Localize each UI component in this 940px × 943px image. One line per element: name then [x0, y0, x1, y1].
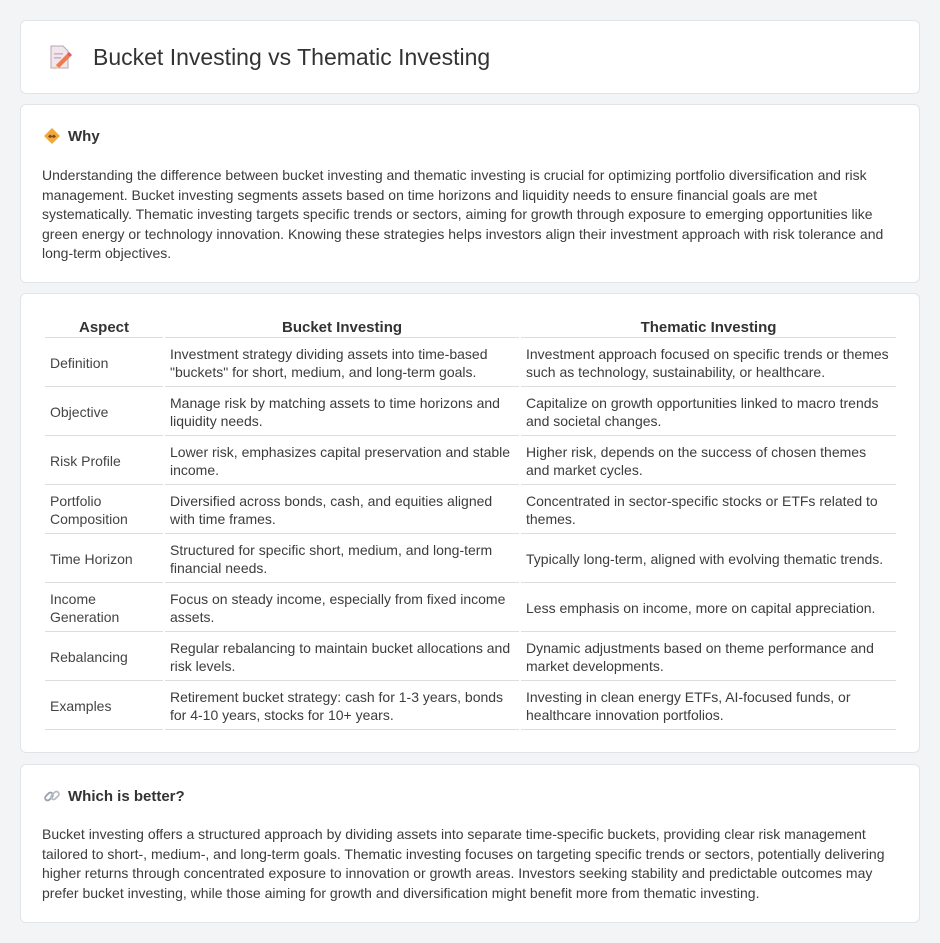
bucket-cell: Regular rebalancing to maintain bucket allocations and risk levels. — [165, 634, 519, 681]
thematic-cell: Concentrated in sector-specific stocks or ETFs related to themes. — [521, 487, 896, 534]
bucket-cell: Focus on steady income, especially from fixed income assets. — [165, 585, 519, 632]
aspect-cell: Time Horizon — [45, 536, 163, 583]
column-header-bucket: Bucket Investing — [165, 318, 519, 338]
aspect-cell: Objective — [45, 389, 163, 436]
which-is-better-section — [20, 764, 920, 923]
table-row — [45, 683, 896, 730]
better-title: Which is better? — [68, 787, 185, 805]
aspect-cell: Definition — [45, 340, 163, 387]
table-row — [45, 487, 896, 534]
table-header-row — [45, 318, 896, 338]
why-text: Understanding the difference between bucket investing and thematic investing is crucial for optimizing portfolio diversification and risk management. Bucket investing segments assets based on time horizons and liquidity needs to ensure financial goals are met systematically. Thematic investing targets specific trends or sectors, aiming for growth through exposure to emerging opportunities like green energy or technology innovation. Knowing these strategies helps investors align their investment approach with risk tolerance and long-term objectives. — [42, 167, 884, 262]
bucket-cell: Manage risk by matching assets to time horizons and liquidity needs. — [165, 389, 519, 436]
thematic-cell: Investment approach focused on specific trends or themes such as technology, sustainability, or healthcare. — [521, 340, 896, 387]
aspect-cell: Risk Profile — [45, 438, 163, 485]
table-row — [45, 389, 896, 436]
thematic-cell: Typically long-term, aligned with evolving thematic trends. — [521, 536, 896, 583]
aspect-cell: Rebalancing — [45, 634, 163, 681]
thematic-cell: Less emphasis on income, more on capital appreciation. — [521, 585, 896, 632]
table-row — [45, 438, 896, 485]
handshake-diamond-icon — [43, 127, 61, 145]
title-card — [20, 20, 920, 94]
aspect-cell: Examples — [45, 683, 163, 730]
aspect-cell: Income Generation — [45, 585, 163, 632]
table-row — [45, 634, 896, 681]
memo-pencil-icon — [47, 43, 73, 71]
thematic-cell: Capitalize on growth opportunities linked to macro trends and societal changes. — [521, 389, 896, 436]
bucket-cell: Diversified across bonds, cash, and equities aligned with time frames. — [165, 487, 519, 534]
title-row — [47, 43, 490, 71]
bucket-cell: Investment strategy dividing assets into time-based "buckets" for short, medium, and long-term goals. — [165, 340, 519, 387]
thematic-cell: Dynamic adjustments based on theme performance and market developments. — [521, 634, 896, 681]
better-text: Bucket investing offers a structured approach by dividing assets into separate time-specific buckets, providing clear risk management tailored to short-, medium-, and long-term goals. Thematic investing focuses on targeting specific trends or sectors, potentially delivering higher returns through concentrated exposure to innovation or growth areas. Investors seeking stability and predictable outcomes may prefer bucket investing, while those aiming for growth and diversification might benefit more from thematic investing. — [42, 826, 885, 901]
better-header — [43, 787, 185, 805]
why-section — [20, 104, 920, 283]
bucket-cell: Lower risk, emphasizes capital preservation and stable income. — [165, 438, 519, 485]
bucket-cell: Retirement bucket strategy: cash for 1-3 years, bonds for 4-10 years, stocks for 10+ years. — [165, 683, 519, 730]
comparison-section — [20, 293, 920, 753]
column-header-thematic: Thematic Investing — [521, 318, 896, 338]
table-row — [45, 585, 896, 632]
column-header-aspect: Aspect — [45, 318, 163, 338]
bucket-cell: Structured for specific short, medium, and long-term financial needs. — [165, 536, 519, 583]
link-icon — [43, 787, 61, 805]
comparison-table — [43, 316, 898, 732]
why-header — [43, 127, 100, 145]
table-row — [45, 340, 896, 387]
aspect-cell: Portfolio Composition — [45, 487, 163, 534]
thematic-cell: Higher risk, depends on the success of chosen themes and market cycles. — [521, 438, 896, 485]
thematic-cell: Investing in clean energy ETFs, AI-focused funds, or healthcare innovation portfolios. — [521, 683, 896, 730]
page-title: Bucket Investing vs Thematic Investing — [93, 43, 491, 70]
why-title: Why — [68, 127, 100, 145]
table-row — [45, 536, 896, 583]
